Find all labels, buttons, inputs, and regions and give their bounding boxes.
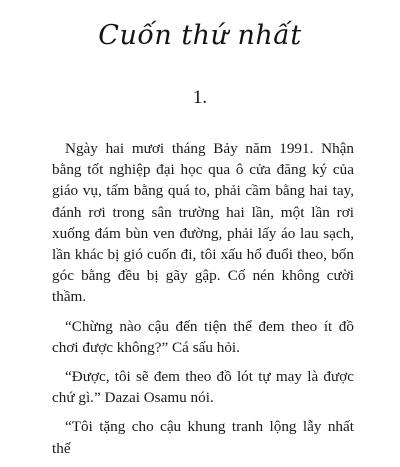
paragraph: “Tôi tặng cho cậu khung tranh lộng lẫy nhất thế [52, 418, 354, 457]
paragraph: “Được, tôi sẽ đem theo đồ lót tự may là được chứ gì.” Dazai Osamu nói. [52, 368, 354, 407]
paragraph: Ngày hai mươi tháng Bảy năm 1991. Nhận bằng tốt nghiệp đại học qua ô cửa đăng ký của giáo vụ, tấm bằng quá to, phải cầm bằng hai tay, đánh rơi trong sân trường hai lần, một lần rơi xuống đám bùn ven đường, phải lấy áo lau sạch, lần khác bị gió cuốn đi, tôi xấu hổ đuổi theo, bốn góc bằng đều bị gãy gập. Cố nén không cười thầm. [52, 140, 354, 306]
chapter-body [52, 138, 354, 467]
book-title: Cuốn thứ nhất [98, 20, 302, 51]
paragraph: “Chừng nào cậu đến tiện thể đem theo ít đồ chơi được không?” Cá sấu hỏi. [52, 317, 354, 356]
chapter-number: 1. [192, 87, 208, 108]
